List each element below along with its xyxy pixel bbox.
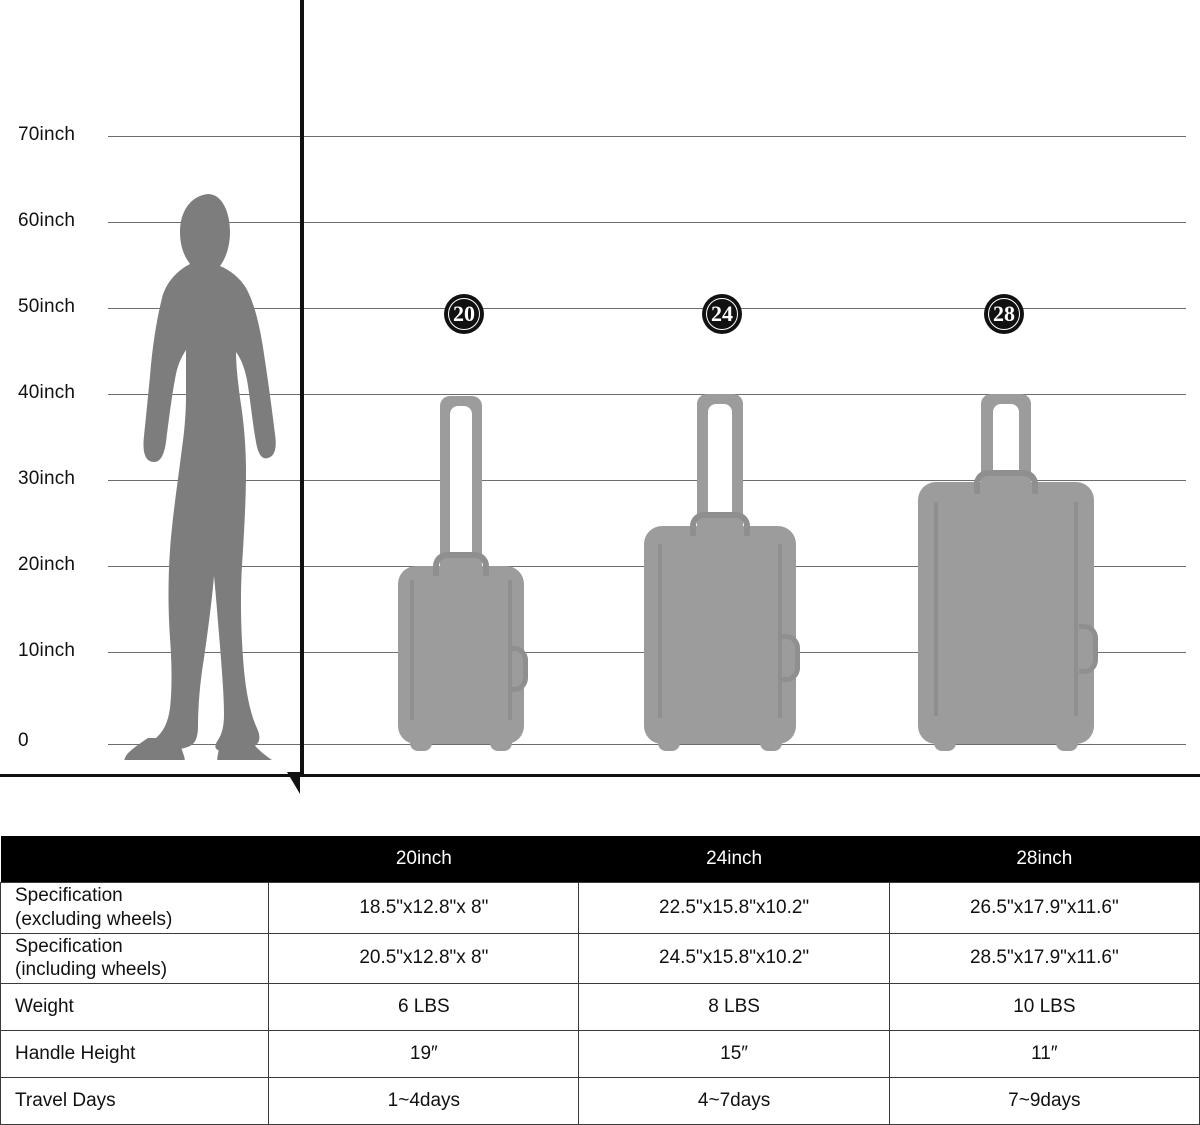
luggage-24-wheel-right — [760, 735, 782, 751]
table-col-24inch: 24inch — [579, 836, 889, 883]
cell-handle-24: 15″ — [579, 1031, 889, 1078]
luggage-20-top-grip-icon — [433, 552, 489, 576]
table-row — [1, 1031, 1200, 1078]
ytick-70inch: 70inch — [18, 124, 76, 145]
baseline-axis — [0, 774, 1200, 777]
luggage-28-top-grip-icon — [974, 470, 1038, 494]
table-row — [1, 984, 1200, 1031]
row-header-spec-excluding-wheels: Specification (excluding wheels) — [1, 883, 269, 934]
cell-handle-28: 11″ — [889, 1031, 1199, 1078]
cell-days-24: 4~7days — [579, 1078, 889, 1125]
table-row — [1, 933, 1200, 984]
table-header-row — [1, 836, 1200, 883]
ytick-50inch: 50inch — [18, 296, 76, 317]
luggage-20inch — [398, 398, 524, 744]
cell-spec-excl-28: 26.5"x17.9"x11.6" — [889, 883, 1199, 934]
table-row — [1, 1078, 1200, 1125]
cell-spec-incl-28: 28.5"x17.9"x11.6" — [889, 933, 1199, 984]
luggage-28-zipper — [934, 502, 938, 716]
luggage-24-side-grip-icon — [781, 634, 800, 682]
ytick-20inch: 20inch — [18, 554, 76, 575]
woman-silhouette-icon — [120, 190, 300, 760]
luggage-24-wheel-left — [658, 735, 680, 751]
table-col-28inch: 28inch — [889, 836, 1199, 883]
luggage-28-wheel-left — [934, 735, 956, 751]
ytick-0: 0 — [18, 730, 29, 751]
luggage-20-wheel-left — [410, 735, 432, 751]
luggage-28-zipper-right — [1074, 502, 1078, 716]
badge-20: 20 — [444, 294, 484, 334]
luggage-24-top-grip-icon — [690, 512, 750, 536]
luggage-24inch — [644, 398, 796, 744]
luggage-20-handle-gap — [450, 406, 472, 558]
gridline-70 — [108, 136, 1186, 137]
ytick-10inch: 10inch — [18, 640, 76, 661]
luggage-24-zipper — [658, 544, 662, 718]
axis-arrow — [287, 772, 300, 794]
cell-spec-incl-20: 20.5"x12.8"x 8" — [269, 933, 579, 984]
ytick-60inch: 60inch — [18, 210, 76, 231]
table-col-20inch: 20inch — [269, 836, 579, 883]
row-header-spec-including-wheels: Specification (including wheels) — [1, 933, 269, 984]
luggage-28-handle-gap — [993, 404, 1019, 476]
table-row — [1, 883, 1200, 934]
row-header-weight: Weight — [1, 984, 269, 1031]
row-header-handle-height: Handle Height — [1, 1031, 269, 1078]
cell-spec-excl-24: 22.5"x15.8"x10.2" — [579, 883, 889, 934]
luggage-28inch — [918, 398, 1094, 744]
cell-spec-excl-20: 18.5"x12.8"x 8" — [269, 883, 579, 934]
luggage-24-zipper-right — [778, 544, 782, 718]
ytick-30inch: 30inch — [18, 468, 76, 489]
vertical-axis — [300, 0, 304, 775]
cell-handle-20: 19″ — [269, 1031, 579, 1078]
ytick-40inch: 40inch — [18, 382, 76, 403]
badge-28: 28 — [984, 294, 1024, 334]
row-header-travel-days: Travel Days — [1, 1078, 269, 1125]
cell-weight-24: 8 LBS — [579, 984, 889, 1031]
luggage-20-wheel-right — [490, 735, 512, 751]
cell-weight-20: 6 LBS — [269, 984, 579, 1031]
table-col-blank — [1, 836, 269, 883]
luggage-20-zipper — [410, 580, 414, 720]
cell-weight-28: 10 LBS — [889, 984, 1199, 1031]
cell-days-20: 1~4days — [269, 1078, 579, 1125]
specification-table — [0, 836, 1200, 1125]
luggage-28-side-grip-icon — [1079, 624, 1098, 674]
cell-days-28: 7~9days — [889, 1078, 1199, 1125]
luggage-28-wheel-right — [1056, 735, 1078, 751]
luggage-28-body — [918, 482, 1094, 744]
cell-spec-incl-24: 24.5"x15.8"x10.2" — [579, 933, 889, 984]
luggage-20-zipper-right — [508, 580, 512, 720]
luggage-24-body — [644, 526, 796, 744]
luggage-20-body — [398, 566, 524, 744]
luggage-24-handle-gap — [708, 404, 732, 518]
badge-24: 24 — [702, 294, 742, 334]
